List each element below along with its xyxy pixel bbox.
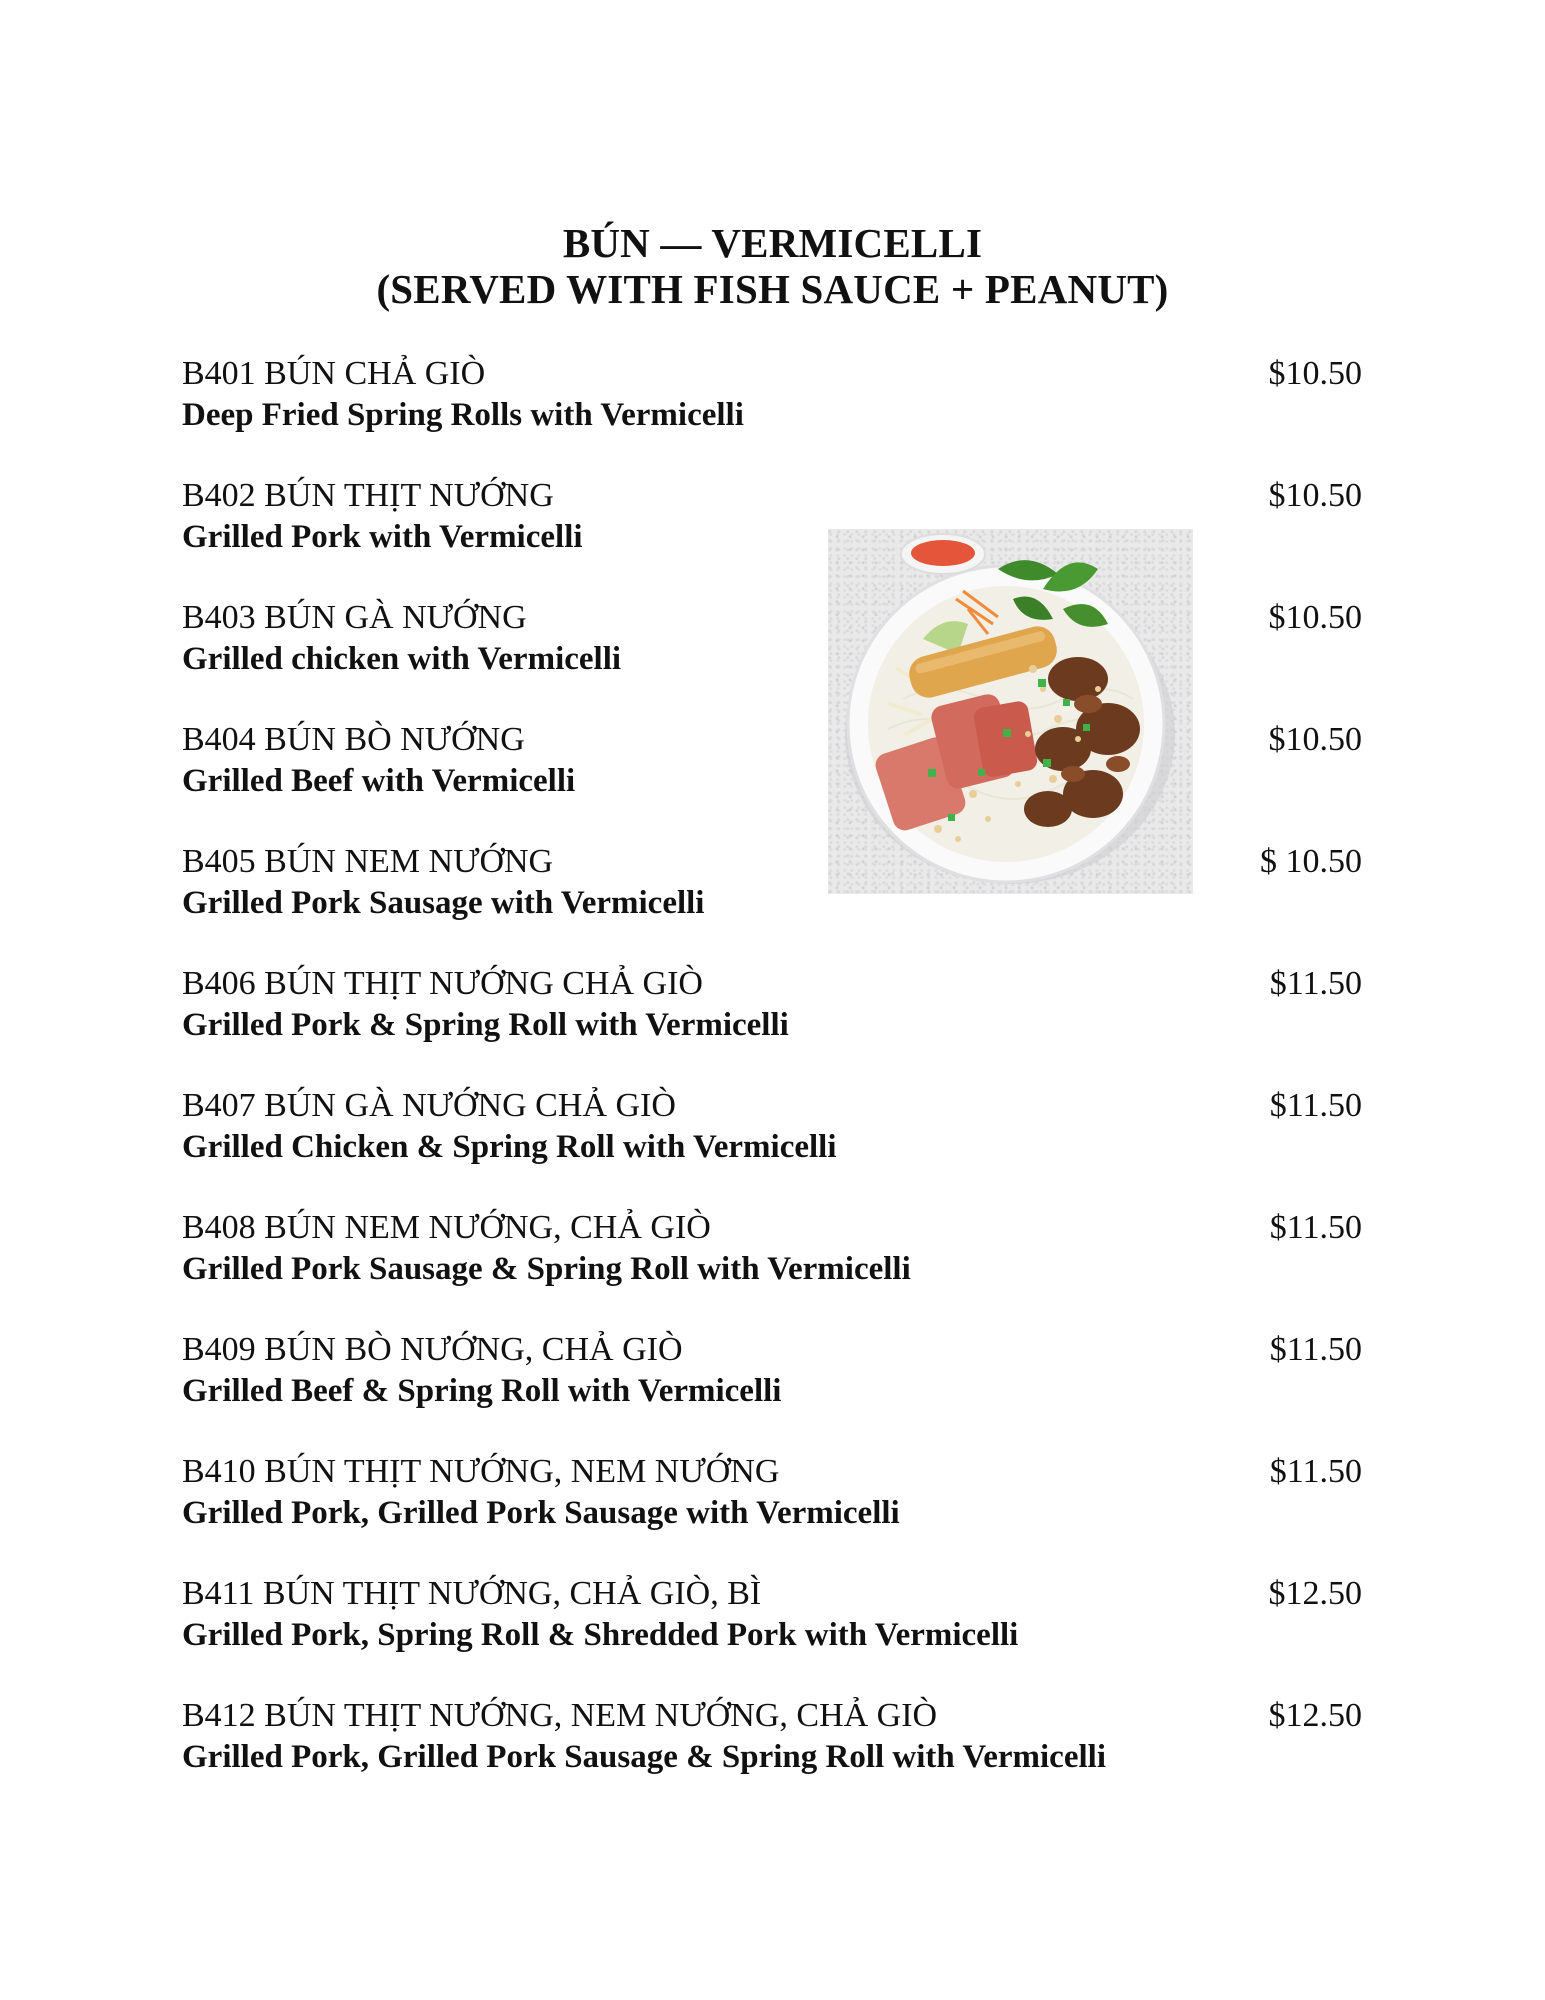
item-price: $ 10.50: [1260, 843, 1362, 880]
menu-item: [182, 1696, 1362, 1796]
item-description: Grilled Beef & Spring Roll with Vermicelli: [182, 1373, 782, 1409]
item-price: $10.50: [1268, 721, 1362, 758]
item-price: $11.50: [1269, 1331, 1362, 1368]
menu-title-line-1: BÚN — VERMICELLI: [562, 220, 983, 266]
item-name: B405 BÚN NEM NƯỚNG: [182, 843, 554, 880]
item-name: B409 BÚN BÒ NƯỚNG, CHẢ GIÒ: [182, 1331, 683, 1368]
item-description: Grilled Pork Sausage & Spring Roll with Vermicelli: [182, 1251, 911, 1287]
item-price: $11.50: [1269, 1453, 1362, 1490]
menu-item: [182, 1086, 1362, 1186]
item-description: Grilled Pork & Spring Roll with Vermicelli: [182, 1007, 789, 1043]
item-description: Grilled Beef with Vermicelli: [182, 763, 576, 799]
item-name: B408 BÚN NEM NƯỚNG, CHẢ GIÒ: [182, 1209, 711, 1246]
item-name: B404 BÚN BÒ NƯỚNG: [182, 721, 525, 758]
item-price: $12.50: [1268, 1697, 1362, 1734]
item-description: Grilled Pork, Spring Roll & Shredded Pork with Vermicelli: [182, 1617, 1019, 1653]
menu-item: [182, 354, 1362, 454]
item-name: B401 BÚN CHẢ GIÒ: [182, 355, 486, 392]
item-price: $10.50: [1268, 599, 1362, 636]
item-name: B406 BÚN THỊT NƯỚNG CHẢ GIÒ: [182, 965, 703, 1002]
item-price: $10.50: [1268, 477, 1362, 514]
item-price: $10.50: [1268, 355, 1362, 392]
item-price: $12.50: [1268, 1575, 1362, 1612]
item-description: Grilled Pork, Grilled Pork Sausage with Vermicelli: [182, 1495, 900, 1531]
item-name: B407 BÚN GÀ NƯỚNG CHẢ GIÒ: [182, 1087, 676, 1124]
menu-item: [182, 1574, 1362, 1674]
item-name: B402 BÚN THỊT NƯỚNG: [182, 477, 554, 514]
item-description: Grilled Pork, Grilled Pork Sausage & Spring Roll with Vermicelli: [182, 1739, 1106, 1775]
item-description: Deep Fried Spring Rolls with Vermicelli: [182, 397, 744, 433]
menu-title-line-2: (SERVED WITH FISH SAUCE + PEANUT): [376, 266, 1169, 312]
item-name: B403 BÚN GÀ NƯỚNG: [182, 599, 527, 636]
item-description: Grilled chicken with Vermicelli: [182, 641, 622, 677]
menu-item: [182, 1208, 1362, 1308]
item-description: Grilled Pork with Vermicelli: [182, 519, 583, 555]
item-name: B412 BÚN THỊT NƯỚNG, NEM NƯỚNG, CHẢ GIÒ: [182, 1697, 938, 1734]
item-price: $11.50: [1269, 1209, 1362, 1246]
item-price: $11.50: [1269, 965, 1362, 1002]
vermicelli-bowl-illustration: [828, 529, 1193, 894]
menu-item: [182, 964, 1362, 1064]
item-description: Grilled Pork Sausage with Vermicelli: [182, 885, 705, 921]
item-name: B410 BÚN THỊT NƯỚNG, NEM NƯỚNG: [182, 1453, 780, 1490]
menu-item: [182, 1330, 1362, 1430]
item-price: $11.50: [1269, 1087, 1362, 1124]
item-description: Grilled Chicken & Spring Roll with Vermicelli: [182, 1129, 837, 1165]
item-name: B411 BÚN THỊT NƯỚNG, CHẢ GIÒ, BÌ: [182, 1575, 762, 1612]
menu-item: [182, 1452, 1362, 1552]
vermicelli-bowl-photo: [828, 529, 1193, 894]
